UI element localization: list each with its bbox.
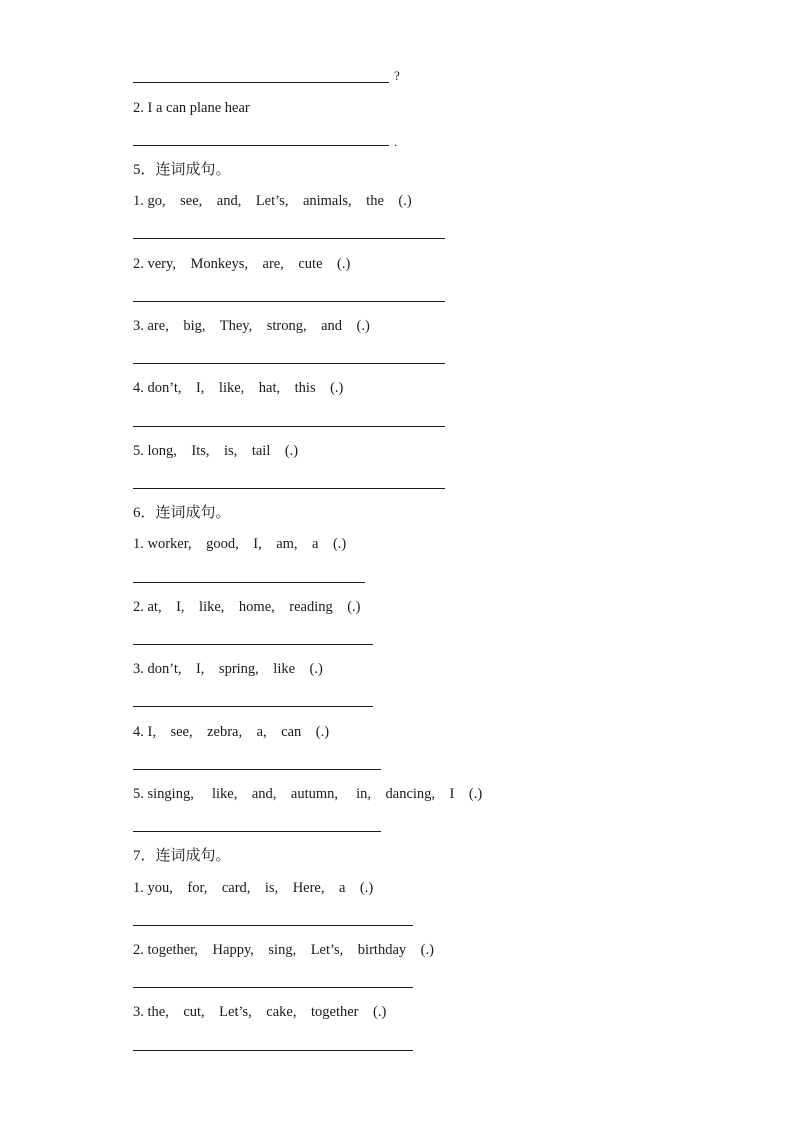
answer-line — [133, 582, 365, 583]
answer-line — [133, 488, 445, 489]
exercise-item: 2. very, Monkeys, are, cute (.) — [133, 256, 351, 272]
section-heading: 7．连词成句。 — [133, 848, 231, 864]
exercise-item: 1. you, for, card, is, Here, a (.) — [133, 880, 374, 896]
exercise-item: 4. I, see, zebra, a, can (.) — [133, 724, 330, 740]
answer-line — [133, 238, 445, 239]
answer-line — [133, 82, 389, 83]
answer-line — [133, 925, 413, 926]
answer-line — [133, 145, 389, 146]
answer-line — [133, 1050, 413, 1051]
exercise-item: 5. long, Its, is, tail (.) — [133, 443, 299, 459]
exercise-item: 3. are, big, They, strong, and (.) — [133, 318, 370, 334]
answer-line — [133, 831, 381, 832]
exercise-item: 1. go, see, and, Let’s, animals, the (.) — [133, 193, 412, 209]
exercise-item: 2. at, I, like, home, reading (.) — [133, 599, 361, 615]
section-heading: 5．连词成句。 — [133, 162, 231, 178]
exercise-item: 5. singing, like, and, autumn, in, dancing, I (.) — [133, 786, 483, 802]
exercise-item: 2. I a can plane hear — [133, 100, 250, 116]
answer-line — [133, 706, 373, 707]
answer-line — [133, 426, 445, 427]
exercise-item: 4. don’t, I, like, hat, this (.) — [133, 380, 344, 396]
answer-line — [133, 301, 445, 302]
exercise-item: 2. together, Happy, sing, Let’s, birthday (.) — [133, 942, 434, 958]
exercise-item: 1. worker, good, I, am, a (.) — [133, 536, 347, 552]
answer-line — [133, 644, 373, 645]
question-mark: ? — [394, 68, 400, 83]
exercise-item: 3. the, cut, Let’s, cake, together (.) — [133, 1004, 387, 1020]
exercise-item: 3. don’t, I, spring, like (.) — [133, 661, 323, 677]
section-heading: 6．连词成句。 — [133, 505, 231, 521]
answer-line — [133, 363, 445, 364]
answer-line — [133, 769, 381, 770]
period-mark: . — [394, 134, 398, 149]
answer-line — [133, 987, 413, 988]
